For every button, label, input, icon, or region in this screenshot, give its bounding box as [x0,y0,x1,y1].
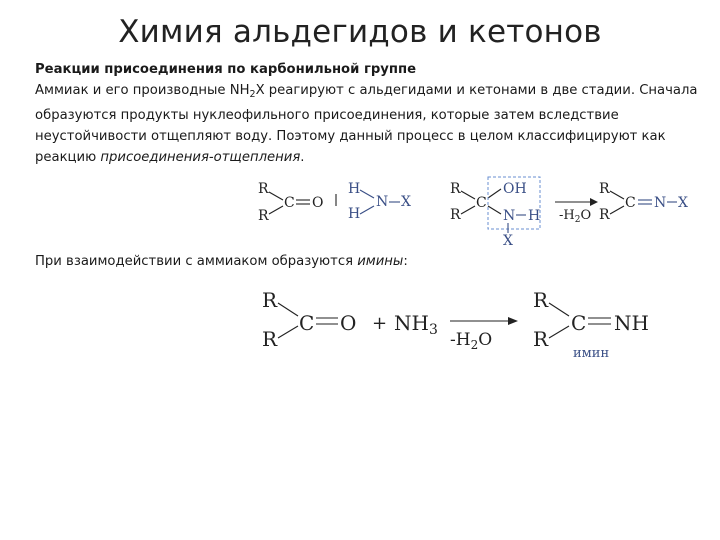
paragraph-part1: Аммиак и его производные NH [35,83,250,98]
water-loss-label: $-H_2O$ [450,330,493,352]
intermediate-oh: OH [503,181,527,197]
amine-h-top: H [348,181,361,197]
ketone-r-bottom: R [262,327,278,351]
amine-x: X [401,194,411,210]
reactant-ketone [262,288,356,351]
intermediate-r-bottom: R [450,207,461,223]
imine-intro-italic: имины [357,254,404,269]
intermediate-x: X [503,233,513,249]
ammonia: $NH_3$ [394,311,438,338]
reactant-carbon: C [284,195,295,211]
paragraph-part2: X реагируют с альдегидами и кетонами в две стадии. Сначала образуются продукты нуклеофильного присоединения, которые затем вследствие неустойчивости отщепляют воду. Поэтому данный процесс в целом классифицируют как реакцию [35,83,698,165]
product-r-bottom: R [599,207,610,223]
product-r-top: R [599,181,610,197]
product-nitrogen: N [654,195,667,211]
product-carbon: C [625,195,636,211]
product-name-label: имин [573,346,610,361]
section-heading: Реакции присоединения по карбонильной группе [35,62,417,77]
imine-r-top: R [533,288,549,312]
imine-r-bottom: R [533,327,549,351]
product-imine [533,288,649,361]
paragraph-end: . [300,150,305,165]
bond [549,326,569,338]
paragraph-subscript: 2 [249,89,256,100]
reactant-r-top: R [258,181,269,197]
amine-nitrogen: N [376,194,389,210]
intermediate-h: H [528,208,541,224]
product-x: X [678,195,688,211]
imine-carbon: C [571,311,587,335]
intermediate-nitrogen: N [503,208,516,224]
ketone-r-top: R [262,288,278,312]
ketone-oxygen: O [340,311,357,335]
plus-sign: + [372,313,388,334]
imine-intro-text: При взаимодействии с аммиаком образуются [35,254,358,269]
intermediate-r-top: R [450,181,461,197]
reaction-arrow-2 [450,317,518,352]
bond [549,303,569,316]
reactant-oxygen: O [312,195,324,211]
intermediate-carbon: C [476,195,487,211]
slide-title: Химия альдегидов и кетонов [118,14,602,50]
imine-intro-end: : [403,254,408,269]
ketone-carbon: C [299,311,315,335]
imine-nh: NH [614,311,649,335]
amine-h-bottom: H [348,206,361,222]
water-loss-label: $-H_2O$ [559,208,592,225]
bond [278,303,298,316]
arrow-head [508,317,518,325]
bond [278,326,298,338]
reactant-r-bottom: R [258,208,269,224]
paragraph-italic-term: присоединения-отщепления [100,150,301,165]
